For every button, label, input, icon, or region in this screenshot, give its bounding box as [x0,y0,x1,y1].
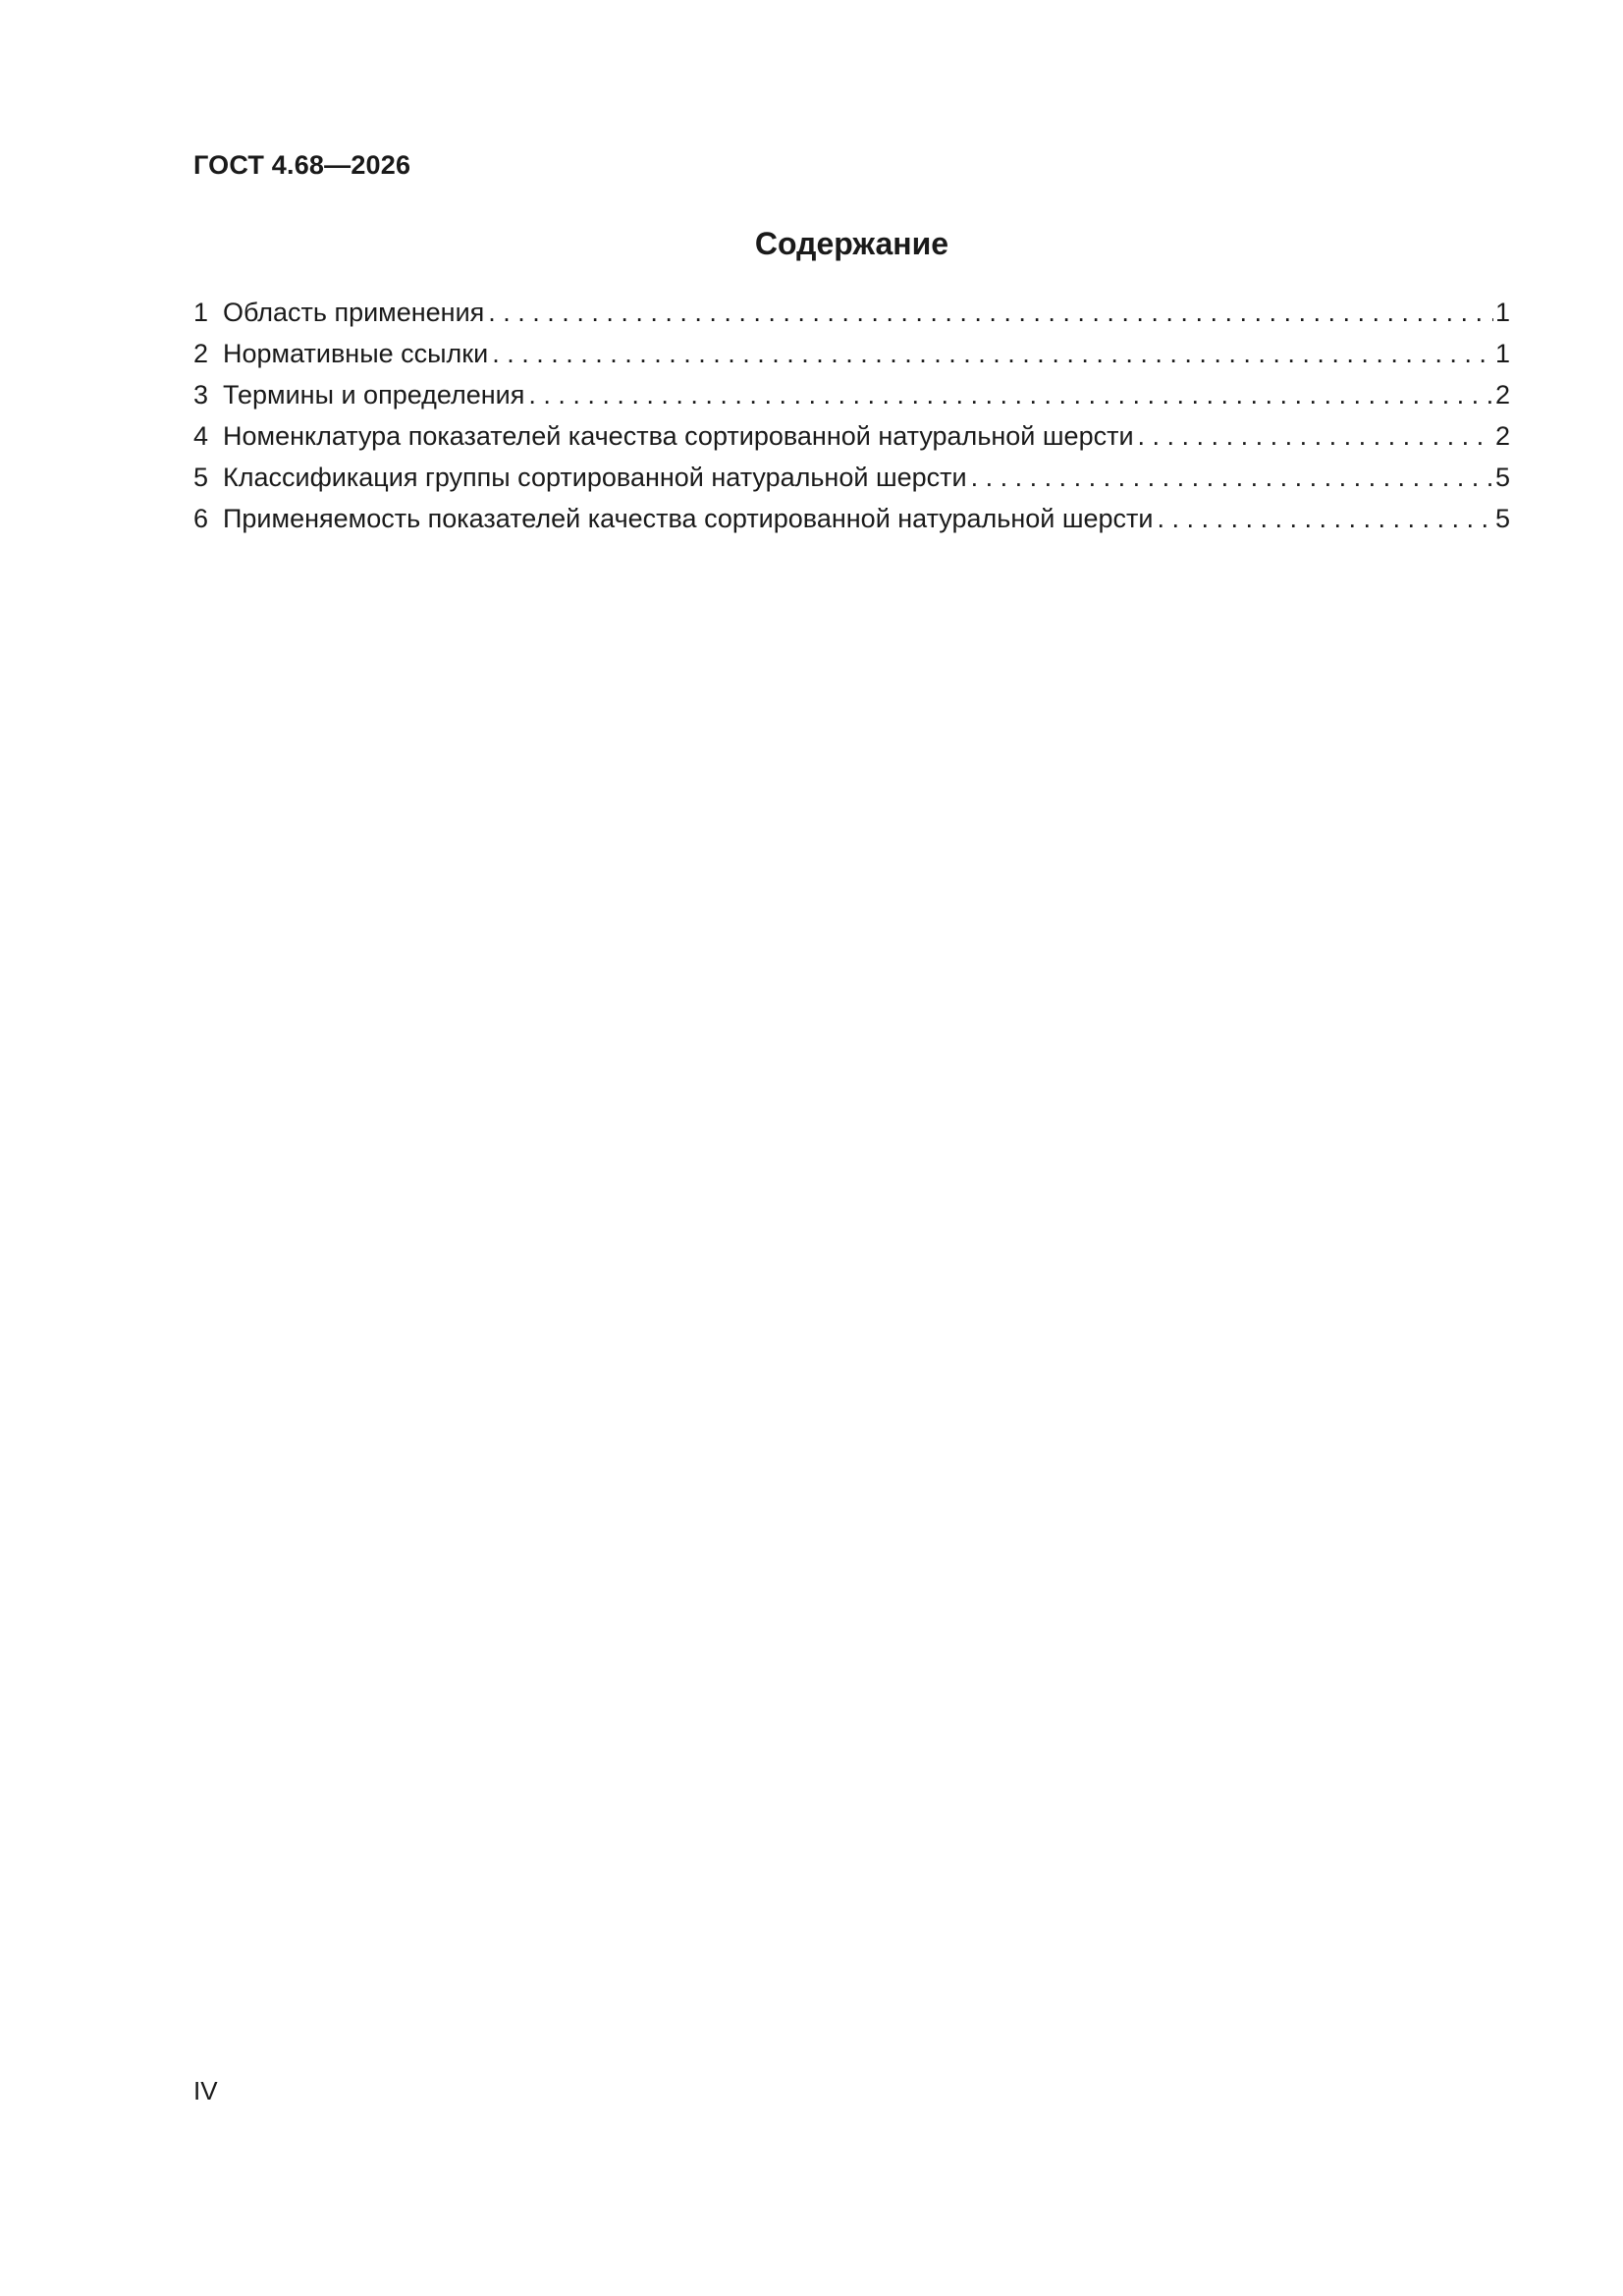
toc-item-title: Нормативные ссылки [223,339,489,368]
toc-item-title: Область применения [223,298,485,327]
toc-dot-leader [971,457,1493,498]
toc-item-title: Применяемость показателей качества сортированной натуральной шерсти [223,504,1154,533]
toc-item-page: 2 [1494,421,1510,451]
toc-item-page: 1 [1494,339,1510,368]
toc-item-number: 4 [193,421,209,451]
toc-item-page: 2 [1494,380,1510,410]
toc-dot-leader [528,374,1493,415]
toc-item-page: 5 [1494,504,1510,533]
toc-item-number: 6 [193,504,209,533]
toc-dot-leader [488,292,1493,333]
toc-item-page: 5 [1494,463,1510,492]
toc-dot-leader [1157,498,1492,539]
toc-item[interactable] [193,457,1510,498]
toc-dot-leader [1138,415,1493,457]
toc-item-title: Классификация группы сортированной натуральной шерсти [223,463,967,492]
toc-item[interactable] [193,333,1510,374]
toc-item[interactable] [193,374,1510,415]
toc-item[interactable] [193,498,1510,539]
toc-item-number: 5 [193,463,209,492]
toc-item[interactable] [193,415,1510,457]
toc-dot-leader [492,333,1493,374]
toc-item-title: Термины и определения [223,380,525,410]
toc-item-title: Номенклатура показателей качества сортированной натуральной шерсти [223,421,1134,451]
page-number: IV [193,2076,218,2105]
toc-item-number: 1 [193,298,209,327]
toc-title: Содержание [754,226,949,261]
toc-item[interactable] [193,292,1510,333]
toc-item-number: 3 [193,380,209,410]
toc-item-page: 1 [1494,298,1510,327]
toc-item-number: 2 [193,339,209,368]
document-code: ГОСТ 4.68—2026 [193,150,411,180]
toc-list [193,292,1510,539]
